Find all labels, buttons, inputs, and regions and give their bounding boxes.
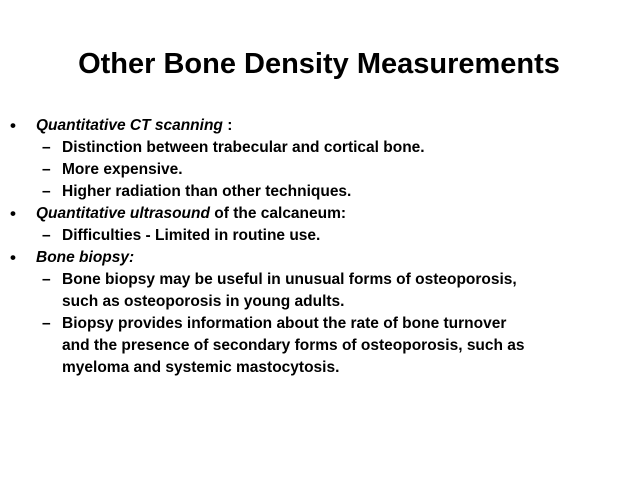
sub-item-text: Distinction between trabecular and cortical bone. [62, 139, 425, 156]
bullet-emphasis: Quantitative CT scanning [36, 117, 223, 134]
bullet-text [36, 247, 134, 269]
bullet-icon: • [10, 204, 16, 223]
dash-icon: – [42, 139, 51, 156]
bullet-emphasis: Quantitative ultrasound [36, 205, 210, 222]
dash-icon: – [42, 315, 51, 332]
slide-content [0, 115, 638, 379]
slide-title: Other Bone Density Measurements [78, 48, 560, 80]
sub-item [0, 181, 638, 203]
sub-item [0, 137, 638, 159]
bullet-item [0, 203, 638, 225]
bullet-item [0, 115, 638, 137]
sub-item-text: Higher radiation than other techniques. [62, 183, 352, 200]
sub-item-text: Difficulties - Limited in routine use. [62, 227, 321, 244]
sub-item-text: More expensive. [62, 161, 183, 178]
dash-icon: – [42, 161, 51, 178]
sub-item [0, 313, 638, 379]
dash-icon: – [42, 271, 51, 288]
sub-item [0, 269, 638, 313]
sub-item [0, 159, 638, 181]
bullet-text [36, 203, 346, 225]
bullet-text [36, 115, 232, 137]
bullet-icon: • [10, 116, 16, 135]
sub-item [0, 225, 638, 247]
sub-item-text: Bone biopsy may be useful in unusual forms of osteoporosis, such as osteoporosis in young adults. [62, 271, 517, 310]
bullet-rest: of the calcaneum: [209, 205, 347, 222]
bullet-icon: • [10, 248, 16, 267]
bullet-rest: : [222, 117, 233, 134]
bullet-emphasis: Bone biopsy: [36, 249, 135, 266]
dash-icon: – [42, 227, 51, 244]
dash-icon: – [42, 183, 51, 200]
bullet-item [0, 247, 638, 269]
sub-item-text: Biopsy provides information about the rate of bone turnover and the presence of secondary forms of osteoporosis, such as myeloma and systemic mastocytosis. [62, 315, 525, 376]
